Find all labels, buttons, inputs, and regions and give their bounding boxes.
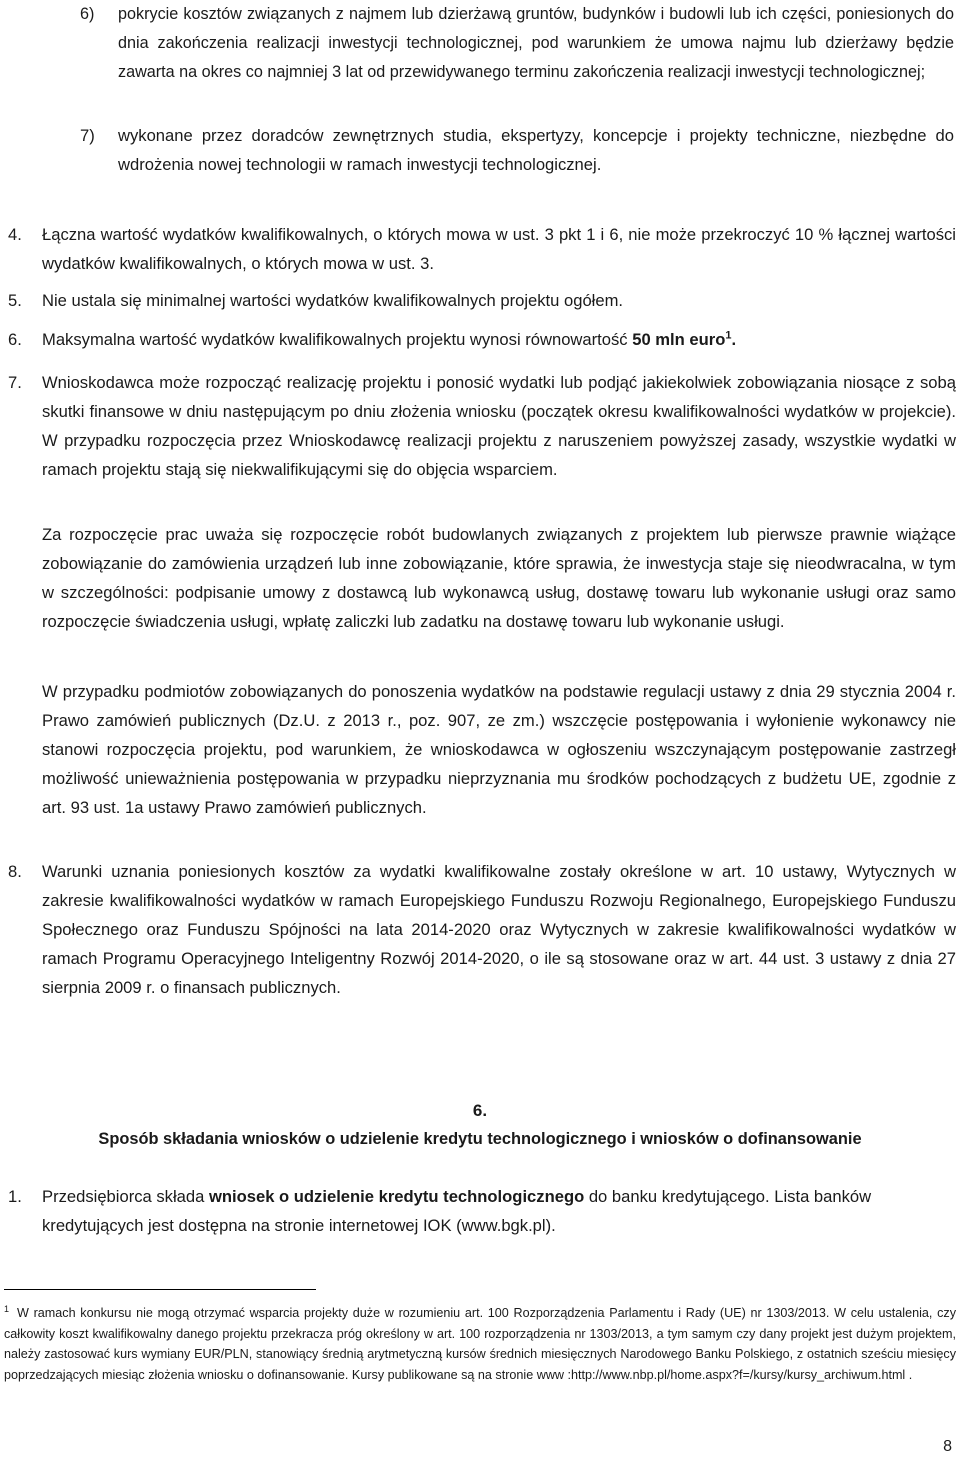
point-number: 5. [8, 291, 22, 310]
list-item-number: 6) [80, 5, 95, 23]
page-number: 8 [943, 1438, 952, 1455]
point-number: 8. [8, 862, 22, 881]
section-number: 6. [472, 1101, 488, 1120]
footnote-marker: 1 [4, 1303, 10, 1314]
list-item-number: 7) [80, 126, 95, 145]
max-amount: 50 mln euro [632, 330, 726, 349]
point-text: Warunki uznania poniesionych kosztów za wydatki kwalifikowalne zostały określone w art. 10 ustawy, Wytycznych w zakresie kwalifikowalności wydatków w ramach Europejskiego Funduszu Rozwoju Regionalnego, Europejskiego Funduszu Społecznego oraz Funduszu Spójności na lata 2014-2020 oraz Wytycznych w zakresie kwalifikowalności wydatków w ramach Programu Operacyjnego Inteligentny Rozwój 2014-2020, o ile są stosowane oraz w art. 44 ust. 3 ustawy z dnia 27 sierpnia 2009 r. o finansach publicznych. [42, 862, 956, 997]
max-amount-period: . [731, 330, 737, 349]
section-item-number: 1. [8, 1187, 22, 1206]
application-name: wniosek o udzielenie kredytu technologicznego [208, 1187, 585, 1206]
point-paragraph: Za rozpoczęcie prac uważa się rozpoczęcie robót budowlanych związanych z projektem lub pierwsze prawnie wiążące zobowiązanie do zamówienia urządzeń lub inne zobowiązanie, które sprawia, że inwestycja staje się nieodwracalna, w tym w szczególności: podpisanie umowy z dostawcą lub wykonawcą usług, dostawę towaru lub wykonanie usługi oraz samo rozpoczęcie świadczenia usługi, wpłatę zaliczki lub zadatku na dostawę towaru lub wykonanie usługi. [42, 525, 956, 631]
footnote-reference[interactable]: 1 [725, 329, 732, 342]
section-item-text [42, 1182, 956, 1240]
point-number: 6. [8, 330, 22, 349]
point-text: Łączna wartość wydatków kwalifikowalnych, o których mowa w ust. 3 pkt 1 i 6, nie może przekroczyć 10 % łącznej wartości wydatków kwalifikowalnych, o których mowa w ust. 3. [42, 225, 956, 273]
footnote-separator [4, 1289, 316, 1290]
point-number: 7. [8, 373, 22, 392]
point-paragraph: W przypadku podmiotów zobowiązanych do ponoszenia wydatków na podstawie regulacji ustawy z dnia 29 stycznia 2004 r. Prawo zamówień publicznych (Dz.U. z 2013 r., poz. 907, ze zm.) wszczęcie postępowania i wyłonienie wykonawcy nie stanowi rozpoczęcia projektu, pod warunkiem, że wnioskodawca w ogłoszeniu wszczynającym postępowanie zastrzegł możliwość unieważnienia postępowania w przypadku nieprzyznania mu środków pochodzących z budżetu UE, zgodnie z art. 93 ust. 1a ustawy Prawo zamówień publicznych. [42, 682, 956, 817]
point-paragraph: Wnioskodawca może rozpocząć realizację projektu i ponosić wydatki lub podjąć jakiekolwiek zobowiązania niosące z sobą skutki finansowe w dniu następującym po dniu złożenia wniosku (początek okresu kwalifikowalności wydatków w projekcie). W przypadku rozpoczęcia przez Wnioskodawcę realizacji projektu z naruszeniem powyższej zasady, wszystkie wydatki w ramach projektu stają się niekwalifikującymi się do objęcia wsparciem. [42, 373, 956, 479]
point-text [42, 325, 956, 354]
section-title: Sposób składania wniosków o udzielenie kredytu technologicznego i wniosków o dofinansowanie [98, 1130, 862, 1148]
point-number: 4. [8, 225, 22, 244]
list-item-text: pokrycie kosztów związanych z najmem lub dzierżawą gruntów, budynków i budowli lub ich części, poniesionych do dnia zakończenia realizacji inwestycji technologicznej, pod warunkiem że umowa najmu lub dzierżawy będzie zawarta na okres co najmniej 3 lat od przewidywanego terminu zakończenia realizacji inwestycji technologicznej; [118, 5, 954, 81]
footnote [4, 1303, 956, 1385]
footnote-text: W ramach konkursu nie mogą otrzymać wsparcia projekty duże w rozumieniu art. 100 Rozporządzenia Parlamentu i Rady (UE) nr 1303/2013. W celu ustalenia, czy całkowity koszt kwalifikowalny danego projektu przekracza próg określony w art. 100 rozporządzenia nr 1303/2013, a tym samym czy dany projekt jest dużym projektem, należy zastosować kurs wymiany EUR/PLN, stanowiący średnią arytmetyczną kursów średnich miesięcznych Narodowego Banku Polskiego, z ostatnich sześciu miesięcy poprzedzających miesiąc złożenia wniosku o dofinansowanie. Kursy publikowane są na stronie www :http://www.nbp.pl/home.aspx?f=/kursy/kursy_archiwum.html . [4, 1306, 956, 1382]
section-item-text-end: do banku kredytującego. Lista banków kredytujących jest dostępna na stronie internetowej IOK (www.bgk.pl). [42, 1187, 872, 1235]
point-text-main: Maksymalna wartość wydatków kwalifikowalnych projektu wynosi równowartość [42, 330, 633, 349]
list-item-text: wykonane przez doradców zewnętrznych studia, ekspertyzy, koncepcje i projekty techniczne, niezbędne do wdrożenia nowej technologii w ramach inwestycji technologicznej. [118, 126, 954, 174]
section-item-text-start: Przedsiębiorca składa [42, 1187, 209, 1206]
point-text: Nie ustala się minimalnej wartości wydatków kwalifikowalnych projektu ogółem. [42, 291, 624, 310]
